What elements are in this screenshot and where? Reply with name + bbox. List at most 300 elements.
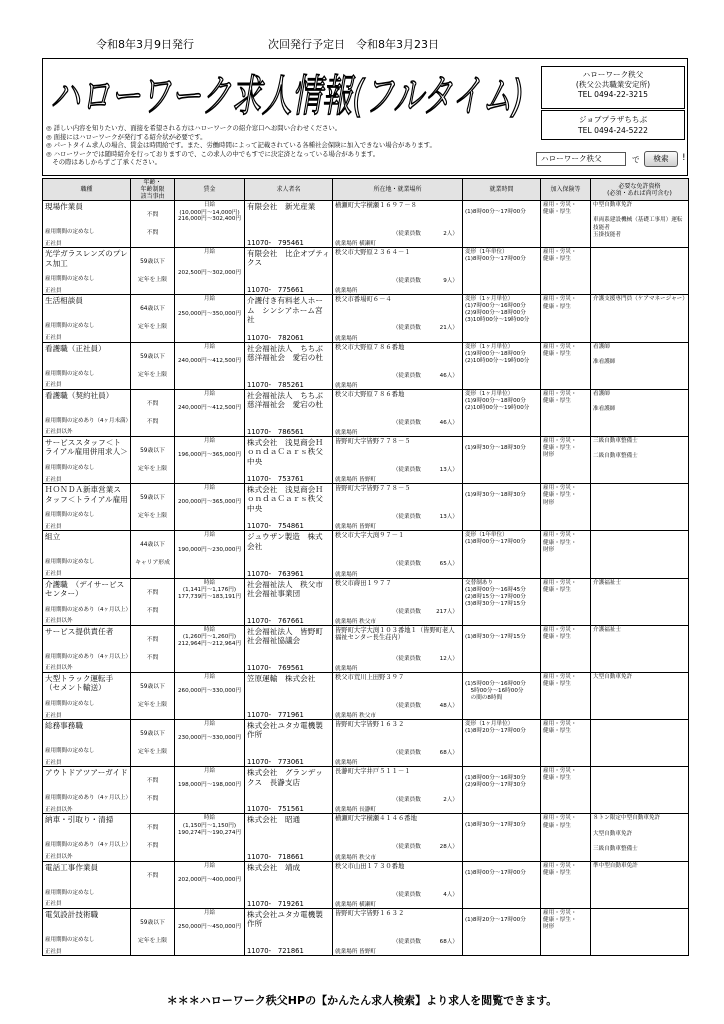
age-cell (131, 672, 175, 719)
employee-count-suffix: 人） (446, 561, 458, 568)
employee-count (393, 701, 458, 709)
employee-count-suffix: 人） (446, 419, 458, 426)
employee-count-value: 13 (439, 514, 447, 521)
wage-range: 202,500円〜302,000円 (177, 269, 242, 276)
required-license (591, 720, 689, 767)
job-number: 11070- 773061 (247, 758, 304, 767)
employee-count (393, 323, 458, 331)
company-name: 介護付き有料老人ホーム シンシアホーム宮社 (247, 296, 323, 324)
age-reason: 定年を上限 (138, 324, 167, 331)
job-title: 大型トラック運転手（セメント輸送） (45, 673, 114, 693)
job-title-cell (43, 672, 131, 719)
address: 秩父市大野原７８６番地 (335, 390, 405, 398)
employment-period: 雇用期間の定めなし (45, 512, 95, 519)
wage-range: 250,000円〜450,000円 (177, 924, 242, 930)
job-number: 11070- 775661 (247, 286, 304, 295)
age-limit: 不問 (146, 212, 159, 218)
employee-count-value: 46 (439, 372, 447, 379)
employee-count-value: 48 (439, 702, 447, 709)
age-reason: 定年を上限 (138, 465, 167, 472)
work-place-value: 秩父市 (359, 713, 376, 720)
age-limit: 不問 (146, 872, 159, 879)
job-number: 11070- 769561 (247, 663, 304, 672)
age-cell (131, 248, 175, 295)
wage-cell (175, 484, 245, 531)
required-license: 準中型自動車免許 (591, 861, 689, 908)
notice-item: その際はあしからずご了承ください。 (46, 158, 162, 167)
age-reason: 不問 (146, 796, 159, 803)
job-row (43, 720, 689, 767)
employment-type: 正社員 (45, 948, 62, 955)
company-name: 株式会社 浅見商会ＨｏｎｄａＣａｒｓ秩父中央 (247, 485, 323, 513)
insurance: 雇用・労災・ 健康・厚生 (541, 201, 591, 248)
work-place-label: 就業場所 (335, 901, 358, 908)
job-title-cell (43, 295, 131, 342)
wage-type: 月給 (203, 390, 216, 397)
employment-type: 正社員 (45, 523, 62, 530)
issue-date: 令和8年3月9日発行 (96, 38, 194, 51)
wage-range: (1,260円〜1,260円) 212,964円〜212,964円 (177, 634, 242, 647)
wage-type: 月給 (203, 296, 216, 303)
work-place-label: 就業場所 (335, 665, 358, 672)
employee-count-suffix: 人） (446, 655, 458, 662)
company-cell (245, 578, 333, 625)
job-number: 11070- 771961 (247, 711, 304, 720)
employee-count (393, 654, 458, 662)
job-title: 現場作業員 (45, 202, 83, 211)
work-place-label: 就業場所 (335, 429, 358, 436)
jobplaza-contact-box (541, 110, 685, 140)
company-cell (245, 295, 333, 342)
job-number: 11070- 763961 (247, 569, 304, 578)
employment-type: 正社員 (45, 382, 62, 389)
address: 秩父市蒔田１９７７ (335, 579, 392, 587)
location-cell (333, 295, 463, 342)
search-input[interactable]: ハローワーク秩父 (536, 152, 626, 166)
company-name: 株式会社 昭通 (247, 815, 301, 825)
work-place (335, 711, 376, 719)
job-title: 光学ガラスレンズのプレス加工 (45, 249, 128, 268)
address: 横瀬町大字横瀬４１４６番地 (335, 815, 417, 823)
employee-count-value: 65 (439, 561, 447, 568)
job-title-cell (43, 389, 131, 436)
age-cell (131, 484, 175, 531)
job-row (43, 814, 689, 861)
required-license: 介護支援専門員（ケアマネージャー） (591, 295, 689, 342)
company-name: 社会福祉法人 ちちぶ慈洋福祉会 愛宕の杜 (247, 343, 323, 362)
address: 皆野町大字皆野１６３２ (335, 721, 405, 729)
wage-range: (1,141円〜1,176円) 177,739円〜183,191円 (177, 587, 242, 600)
work-hours: (1)9時30分〜18時30分 (463, 436, 541, 483)
location-cell (333, 908, 463, 955)
work-place-value: 皆野町 (359, 477, 376, 484)
job-title: 組立 (45, 532, 61, 542)
job-row (43, 672, 689, 719)
work-place-label: 就業場所 (335, 571, 358, 578)
search-button[interactable]: 検索 (644, 151, 678, 167)
required-license (591, 908, 689, 955)
col-header-company: 求人者名 (245, 179, 333, 201)
work-place (335, 617, 376, 625)
employee-count (393, 890, 458, 898)
col-header-location: 所在地・就業場所 (333, 179, 463, 201)
employee-count-suffix: 人） (446, 372, 458, 379)
address: 長瀞町大字井戸５１１－１ (335, 768, 411, 776)
work-place-label: 就業場所 (335, 807, 358, 814)
age-reason: 不問 (146, 418, 159, 425)
wage-type: 月給 (203, 532, 216, 539)
employee-count-prefix: （従業員数 (392, 938, 421, 945)
employee-count-prefix: （従業員数 (392, 325, 421, 332)
required-license: 中型自動車免許 車両系建設機械（基礎工事用）運転技能者 玉掛技能者 (591, 201, 689, 248)
employee-count-value: 2 (443, 231, 447, 237)
work-hours: (1)8時30分〜17時15分 (463, 625, 541, 672)
job-number: 11070- 718661 (247, 852, 304, 861)
job-row (43, 436, 689, 483)
search-guide (536, 150, 688, 168)
location-cell (333, 625, 463, 672)
location-cell (333, 861, 463, 908)
age-reason: 定年を上限 (138, 937, 167, 944)
employee-count-suffix: 人） (446, 797, 458, 804)
company-name: 株式会社 グランデックス 長瀞支店 (247, 768, 323, 787)
wage-range: 200,000円〜365,000円 (177, 499, 242, 506)
job-title: サービス提供責任者 (45, 626, 114, 636)
wage-type: 月給 (203, 721, 216, 728)
insurance: 雇用・労災・ 健康・厚生 (541, 389, 591, 436)
wage-range: 198,000円〜198,000円 (177, 782, 242, 789)
location-cell (333, 672, 463, 719)
work-place-label: 就業場所 (335, 618, 358, 625)
work-hours: (1)8時20分〜17時00分 (463, 908, 541, 955)
work-place (335, 947, 376, 955)
title-banner (44, 62, 530, 120)
employee-count-suffix: 人） (446, 278, 458, 285)
employment-period: 雇用期間の定めなし (45, 229, 95, 235)
age-reason: 定年を上限 (138, 749, 167, 756)
employment-period: 雇用期間の定めあり（4ヶ月以上） (45, 653, 132, 660)
wage-type: 時給 (203, 815, 216, 822)
employee-count (393, 418, 458, 426)
employment-period: 雇用期間の定めなし (45, 700, 95, 707)
work-place-value: 横瀬町 (359, 901, 376, 908)
employee-count-value: 13 (439, 466, 447, 473)
work-place-label: 就業場所 (335, 524, 358, 531)
page-title: ハローワーク求人情報(フルタイム) (50, 71, 524, 120)
employment-type: 正社員 (45, 712, 62, 719)
wage-range: 240,000円〜412,500円 (177, 404, 242, 411)
wage-type: 月給 (203, 343, 216, 350)
location-cell (333, 342, 463, 389)
job-row (43, 908, 689, 955)
insurance: 雇用・労災・ 健康・厚生 (541, 672, 591, 719)
next-issue-date: 次回発行予定日 令和8年3月23日 (268, 38, 439, 51)
company-name: 株式会社 浅見商会ＨｏｎｄａＣａｒｓ秩父中央 (247, 437, 323, 466)
age-limit: 不問 (146, 778, 159, 785)
job-row (43, 342, 689, 389)
work-hours: 変形（1年単位） (1)8時00分〜17時00分 (463, 248, 541, 295)
job-title-cell (43, 342, 131, 389)
age-cell (131, 436, 175, 483)
insurance: 雇用・労災・ 健康・厚生・ 財形 (541, 436, 591, 483)
wage-type: 月給 (203, 249, 216, 256)
work-place-value: 横瀬町 (359, 241, 376, 248)
col-header-license: 必要な免許資格 (必須・あれば尚可含む) (591, 179, 689, 201)
wage-range: 230,000円〜330,000円 (177, 735, 242, 742)
wage-range: 202,000円〜400,000円 (177, 876, 242, 883)
work-hours: 交替制あり (1)8時00分〜16時45分 (2)8時15分〜17時00分 (3)8時30分〜17時15分 (463, 578, 541, 625)
employee-count (393, 512, 458, 520)
employment-type: 正社員 (45, 335, 62, 342)
employment-period: 雇用期間の定めなし (45, 276, 95, 283)
employee-count-suffix: 人） (446, 702, 458, 709)
age-reason: 不問 (146, 843, 159, 850)
required-license: 看護師 准看護師 (591, 389, 689, 436)
wage-type: 月給 (203, 909, 216, 916)
job-row (43, 625, 689, 672)
insurance: 雇用・労災・ 健康・厚生 (541, 814, 591, 861)
required-license: 介護福祉士 (591, 578, 689, 625)
employee-count-prefix: （従業員数 (392, 514, 421, 521)
employee-count-prefix: （従業員数 (392, 702, 421, 709)
job-title: ＨＯＮＤＡ新車営業スタッフ＜トライアル雇用 (45, 485, 128, 504)
employee-count (393, 465, 458, 473)
work-hours: (1)8時00分〜16時30分 (2)9時00分〜17時30分 (463, 767, 541, 814)
company-cell (245, 389, 333, 436)
employment-period: 雇用期間の定めなし (45, 889, 95, 896)
job-title-cell (43, 908, 131, 955)
employee-count-suffix: 人） (446, 891, 458, 898)
job-title: 電気設計技術職 (45, 909, 99, 919)
work-hours: 変形（1ヶ月単位） (1)8時20分〜17時00分 (463, 720, 541, 767)
employee-count-prefix: （従業員数 (392, 561, 421, 568)
employee-count-value: 46 (439, 419, 447, 426)
insurance: 雇用・労災・ 健康・厚生・ 財形 (541, 484, 591, 531)
required-license (591, 484, 689, 531)
employee-count-suffix: 人） (446, 231, 458, 237)
job-row (43, 531, 689, 578)
work-hours: (1)8時30分〜17時30分 (463, 814, 541, 861)
wage-type: 月給 (203, 673, 216, 680)
insurance: 雇用・労災・ 健康・厚生 (541, 248, 591, 295)
company-name: 有限会社 新光産業 (247, 202, 316, 211)
location-cell (333, 578, 463, 625)
wage-cell (175, 767, 245, 814)
employee-count (393, 748, 458, 756)
employment-period: 雇用期間の定めあり（4ヶ月以上） (45, 795, 132, 802)
job-title-cell (43, 484, 131, 531)
address: 秩父市大野原７８６番地 (335, 343, 405, 351)
job-title-cell (43, 861, 131, 908)
wage-cell (175, 342, 245, 389)
employment-period: 雇用期間の定めなし (45, 370, 95, 377)
job-row (43, 484, 689, 531)
job-row (43, 767, 689, 814)
work-place-label: 就業場所 (335, 760, 358, 767)
insurance: 雇用・労災・ 健康・厚生 (541, 295, 591, 342)
office-formal-name: (秩父公共職業安定所) (575, 80, 651, 89)
work-hours: 変形（1ヶ月単位） (1)9時00分〜18時00分 (2)10時00分〜19時00分 (463, 342, 541, 389)
wage-range: 250,000円〜350,000円 (177, 310, 242, 317)
location-cell (333, 436, 463, 483)
job-title-cell (43, 201, 131, 248)
work-place-value: 皆野町 (359, 949, 376, 955)
company-name: ジュウザン製造 株式会社 (247, 532, 323, 551)
wage-cell (175, 201, 245, 248)
employment-type: 正社員以外 (45, 854, 73, 861)
wage-cell (175, 625, 245, 672)
work-place (335, 758, 357, 766)
employee-count-prefix: （従業員数 (392, 419, 421, 426)
wage-range: (10,000円〜14,000円) 216,000円〜302,400円 (177, 209, 242, 223)
age-limit: 59歳以下 (140, 495, 165, 502)
job-title: 納車・引取り・清掃 (45, 815, 114, 825)
age-reason: 定年を上限 (138, 277, 167, 284)
location-cell (333, 767, 463, 814)
footer-note: ＊＊＊ハローワーク秩父HPの【かんたん求人検索】より求人を閲覧できます。 (166, 994, 558, 1007)
job-row (43, 861, 689, 908)
wage-type: 時給 (203, 626, 216, 633)
age-cell (131, 814, 175, 861)
notice-item: ◎ 詳しい内容を知りたい方、面接を希望される方はハローワークの紹介窓口へお問い合わせください。 (46, 124, 342, 132)
employee-count-value: 2 (443, 797, 447, 804)
age-cell (131, 908, 175, 955)
employee-count-value: 28 (439, 844, 447, 851)
job-title-cell (43, 720, 131, 767)
address: 秩父市大字大渕９７－１ (335, 532, 405, 540)
job-row (43, 295, 689, 342)
employee-count-suffix: 人） (446, 325, 458, 332)
wage-range: 260,000円〜330,000円 (177, 688, 242, 695)
job-number: 11070- 782061 (247, 333, 304, 342)
work-place-value: 皆野町 (359, 524, 376, 531)
jobplaza-tel: TEL 0494-24-5222 (578, 126, 648, 135)
age-reason: 定年を上限 (138, 371, 167, 378)
employee-count-value: 9 (443, 278, 447, 285)
work-place (335, 805, 376, 813)
employment-period: 雇用期間の定めなし (45, 559, 95, 566)
job-title: 生活相談員 (45, 296, 83, 306)
search-de-label: で (632, 155, 640, 164)
age-reason: 不問 (146, 230, 159, 236)
employee-count-value: 68 (439, 750, 447, 757)
job-number: 11070- 795461 (247, 239, 304, 248)
employment-period: 雇用期間の定めなし (45, 464, 95, 471)
notice-item: ◎ 面接にはハローワークが発行する紹介状が必要です。 (46, 132, 207, 141)
company-name: 社会福祉法人 ちちぶ慈洋福祉会 愛宕の杜 (247, 390, 323, 410)
issue-info (96, 36, 439, 52)
company-name: 社会福祉法人 皆野町社会福祉協議会 (247, 626, 323, 645)
work-place-value: 秩父市 (359, 854, 376, 861)
wage-cell (175, 861, 245, 908)
work-place-label: 就業場所 (335, 949, 358, 955)
insurance: 雇用・労災・ 健康・厚生 (541, 767, 591, 814)
employment-period: 雇用期間の定めなし (45, 748, 95, 755)
employment-type: 正社員以外 (45, 429, 73, 436)
notice-item: ◎ パートタイム求人の場合、賃金は時間給です。また、労働時間によって記載されている各種社会保険に加入できない場合があります。 (46, 141, 436, 150)
col-header-age: 年齢・ 年齢制限 該当事由 (131, 179, 175, 201)
company-name: 株式会社ユタカ電機製作所 (247, 721, 323, 740)
job-title: 電話工事作業員 (45, 862, 99, 872)
jobplaza-name: ジョブプラザちちぶ (578, 115, 648, 124)
location-cell (333, 201, 463, 248)
work-place (335, 853, 376, 861)
job-title-cell (43, 814, 131, 861)
required-license: 介護福祉士 (591, 625, 689, 672)
job-title: アウトドアツアーガイド (45, 768, 128, 778)
employee-count (393, 842, 458, 850)
age-limit: 不問 (146, 589, 159, 596)
location-cell (333, 814, 463, 861)
job-number: 11070- 719261 (247, 899, 304, 908)
job-row (43, 201, 689, 248)
company-cell (245, 342, 333, 389)
insurance: 雇用・労災・ 健康・厚生・ 財形 (541, 908, 591, 955)
employee-count (393, 371, 458, 379)
company-cell (245, 484, 333, 531)
employee-count-suffix: 人） (446, 466, 458, 473)
company-cell (245, 861, 333, 908)
wage-cell (175, 720, 245, 767)
job-title: 看護職（正社員） (45, 343, 106, 353)
company-name: 有限会社 比企オプティクス (247, 249, 330, 268)
employee-count-prefix: （従業員数 (392, 844, 421, 851)
company-cell (245, 767, 333, 814)
required-license: 看護師 准看護師 (591, 342, 689, 389)
employment-period: 雇用期間の定めあり（4ヶ月未満） (45, 417, 132, 424)
employee-count-prefix: （従業員数 (392, 231, 421, 237)
employment-type: 正社員 (45, 287, 62, 294)
required-license (591, 531, 689, 578)
age-limit: 不問 (146, 636, 159, 643)
work-place (335, 286, 357, 294)
company-cell (245, 720, 333, 767)
age-reason: 定年を上限 (138, 513, 167, 520)
age-limit: 59歳以下 (140, 447, 165, 454)
employee-count-prefix: （従業員数 (392, 278, 421, 285)
employee-count (393, 795, 458, 803)
age-limit: 59歳以下 (140, 259, 165, 266)
age-cell (131, 295, 175, 342)
company-name: 株式会社 靖成 (247, 862, 301, 872)
col-header-title: 職種 (43, 179, 131, 201)
col-header-wage: 賃金 (175, 179, 245, 201)
employee-count-prefix: （従業員数 (392, 466, 421, 473)
job-title: サービススタッフ＜トライアル雇用併用求人＞ (45, 437, 128, 457)
employee-count-value: 217 (436, 608, 447, 615)
age-cell (131, 861, 175, 908)
employee-count-suffix: 人） (446, 938, 458, 945)
age-cell (131, 625, 175, 672)
wage-cell (175, 389, 245, 436)
insurance: 雇用・労災・ 健康・厚生 (541, 578, 591, 625)
company-cell (245, 201, 333, 248)
wage-cell (175, 531, 245, 578)
insurance: 雇用・労災・ 健康・厚生 (541, 625, 591, 672)
employee-count-prefix: （従業員数 (392, 891, 421, 898)
employee-count-suffix: 人） (446, 608, 458, 615)
wage-type: 月給 (203, 862, 216, 869)
job-row (43, 389, 689, 436)
employment-type: 正社員 (45, 571, 62, 577)
work-place (335, 428, 357, 436)
job-table (42, 178, 689, 956)
job-row (43, 248, 689, 295)
required-license (591, 767, 689, 814)
employee-count (393, 276, 458, 284)
employment-type: 正社員 (45, 240, 62, 247)
employment-period: 雇用期間の定めあり（4ヶ月以上） (45, 842, 132, 849)
